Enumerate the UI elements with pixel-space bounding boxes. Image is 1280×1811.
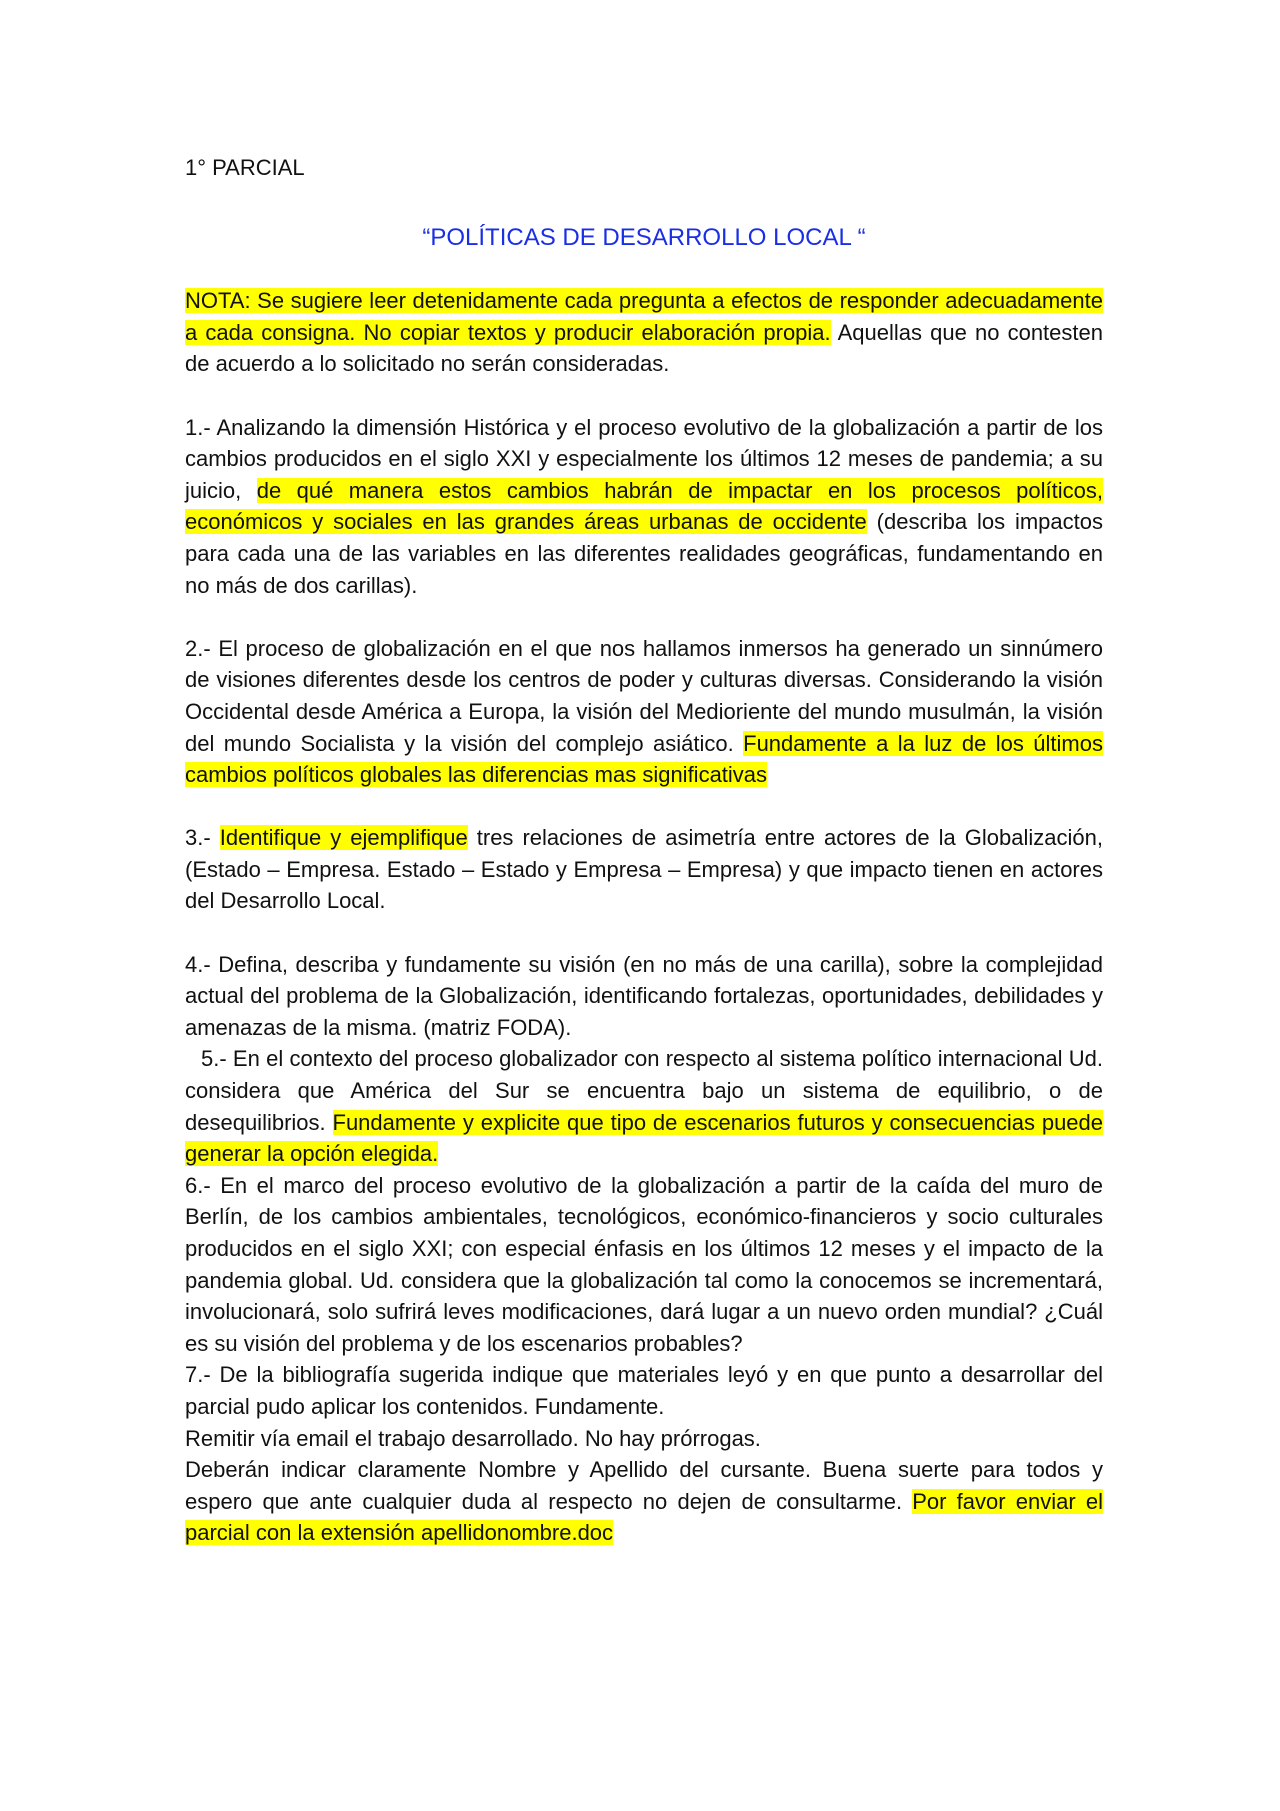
closing-highlight: Por favor enviar el parcial con la extensión apellidonombre.doc: [185, 1488, 1103, 1546]
blank-line: [185, 917, 1103, 949]
question-4: 4.- Defina, describa y fundamente su visión (en no más de una carilla), sobre la complejidad actual del problema de la Globalización, identificando fortalezas, oportunidades, debilidades y amenazas de la misma. (matriz FODA).: [185, 951, 1103, 1040]
document-title: “POLÍTICAS DE DESARROLLO LOCAL “: [422, 223, 866, 251]
question-1-text-end: (describa los impactos para cada una de las variables en las diferentes realidades geográficas, fundamentando en no más de dos carillas).: [185, 509, 1103, 598]
email-note: Remitir vía email el trabajo desarrollado. No hay prórrogas.: [185, 1425, 761, 1451]
closing-paragraph: [185, 1454, 1103, 1549]
blank-line: [185, 791, 1103, 823]
question-3: [185, 822, 1103, 917]
exam-header: 1° PARCIAL: [185, 155, 305, 180]
question-1-text: 1.- Analizando la dimensión Histórica y el proceso evolutivo de la globalización a partir de los cambios producidos en el siglo XXI y especialmente los últimos 12 meses de pandemia; a su juicio,: [185, 414, 1103, 503]
question-7: 7.- De la bibliografía sugerida indique que materiales leyó y en que punto a desarrollar del parcial pudo aplicar los contenidos. Fundamente.: [185, 1362, 1103, 1419]
document-body: [185, 152, 1103, 1549]
nota-paragraph: [185, 285, 1103, 380]
question-2-text: 2.- El proceso de globalización en el que nos hallamos inmersos ha generado un sinnúmero de visiones diferentes desde los centros de poder y culturas diversas. Considerando la visión Occidental desde América a Europa, la visión del Medioriente del mundo musulmán, la visión del mundo Socialista y la visión del complejo asiático.: [185, 635, 1103, 756]
question-5: [185, 1043, 1103, 1169]
question-2-highlight: Fundamente a la luz de los últimos cambios políticos globales las diferencias mas significativas: [185, 730, 1103, 788]
question-3-text: 3.-: [185, 825, 220, 851]
question-5-highlight: Fundamente y explicite que tipo de escenarios futuros y consecuencias puede generar la opción elegida.: [185, 1109, 1104, 1167]
question-1-highlight: de qué manera estos cambios habrán de impactar en los procesos políticos, económicos y sociales en las grandes áreas urbanas de occidente: [185, 477, 1103, 535]
question-5-text: 5.- En el contexto del proceso globalizador con respecto al sistema político internacional Ud. considera que América del Sur se encuentra bajo un sistema de equilibrio, o de desequilibrios.: [185, 1046, 1103, 1135]
blank-line: [185, 380, 1103, 412]
question-2: [185, 633, 1103, 791]
question-6: 6.- En el marco del proceso evolutivo de la globalización a partir de la caída del muro de Berlín, de los cambios ambientales, tecnológicos, económico-financieros y socio culturales producidos en el siglo XXI; con especial énfasis en los últimos 12 meses y el impacto de la pandemia global. Ud. considera que la globalización tal como la conocemos se incrementará, involucionará, solo sufrirá leves modificaciones, dará lugar a un nuevo orden mundial? ¿Cuál es su visión del problema y de los escenarios probables?: [185, 1172, 1103, 1356]
question-3-highlight: Identifique y ejemplifique: [219, 825, 468, 851]
nota-plain: Aquellas que no contesten de acuerdo a lo solicitado no serán consideradas.: [185, 319, 1103, 377]
blank-line: [185, 601, 1103, 633]
question-1: [185, 412, 1103, 602]
question-3-text-end: tres relaciones de asimetría entre actores de la Globalización, (Estado – Empresa. Estado – Estado y Empresa – Empresa) y que impacto tienen en actores del Desarrollo Local.: [185, 825, 1103, 914]
nota-highlight: NOTA: Se sugiere leer detenidamente cada pregunta a efectos de responder adecuadamente a cada consigna. No copiar textos y producir elaboración propia.: [185, 288, 1103, 345]
blank-line: [185, 254, 1103, 286]
closing-text: Deberán indicar claramente Nombre y Apellido del cursante. Buena suerte para todos y espero que ante cualquier duda al respecto no dejen de consultarme.: [185, 1457, 1103, 1514]
